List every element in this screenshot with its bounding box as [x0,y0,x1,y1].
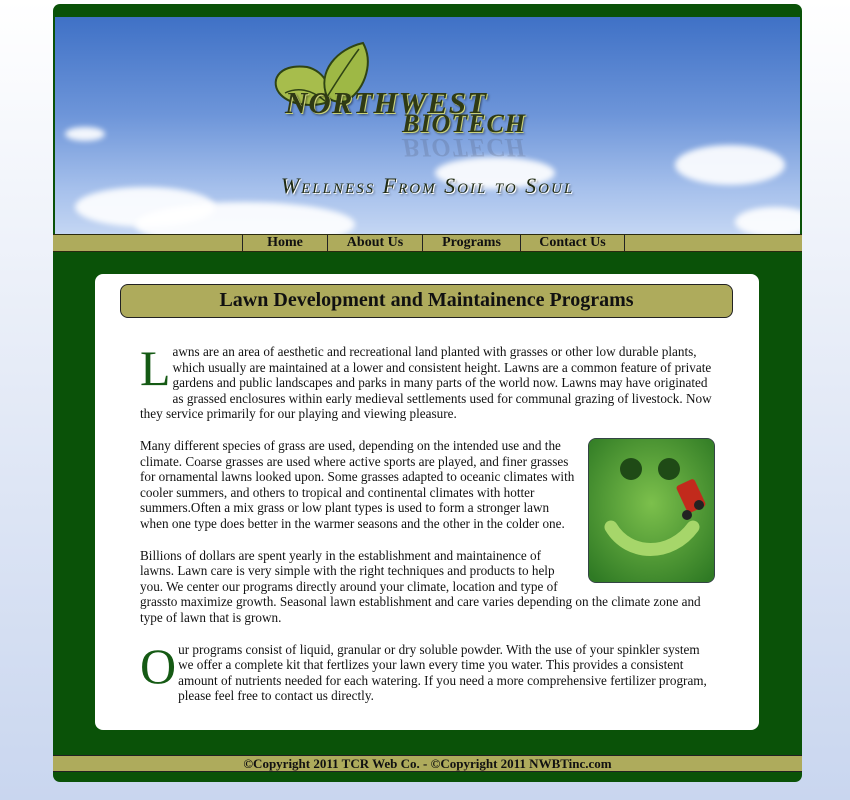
paragraph-lawn-care: Billions of dollars are spent yearly in the establishment and maintainence of lawns. Lawn care is very simple with the right techniques and products to help you. We center our programs directly around your climate, location and type of grassto maximize growth. Seasonal lawn establishment and care varies depending on the climate zone and type of lawn that is grown. [140,547,701,625]
lawn-mower-image-icon [589,439,714,582]
nav-programs[interactable]: Programs [422,235,520,251]
nav-bar [53,234,802,252]
lawn-smiley-photo [588,438,715,583]
footer-copyright: ©Copyright 2011 TCR Web Co. - ©Copyright 2011 NWBTinc.com [53,755,802,772]
nav-contact-us[interactable]: Contact Us [520,235,624,251]
cloud [735,207,800,234]
cloud [65,127,105,141]
paragraph-intro [140,340,715,422]
drop-cap: O [140,637,177,694]
drop-cap: L [140,340,171,396]
page-title: Lawn Development and Maintainence Programs [120,284,733,318]
header-banner [55,17,800,234]
logo-reflection: BIOTECH [402,133,527,162]
logo-northwest: NORTHWEST [285,85,487,120]
nav-about-us[interactable]: About Us [327,235,422,251]
paragraph-grass-species: Many different species of grass are used, depending on the intended use and the climate. Coarse grasses are used where active sports are played, and finer grasses for ornamental lawns looked upon. Some grasses adapted to oceanic climates with cooler summers, and others to tropical and continental climates with hotter summers.Often a mix grass or low plant types is used to form a stronger lawn when one type does better in the warmer seasons and the other in the colder one. [140,437,575,531]
tagline: Wellness From Soil to Soul [280,173,575,198]
nav-home[interactable]: Home [242,235,327,251]
page-frame [53,4,802,782]
logo-biotech: BIOTECH [402,109,527,138]
paragraph-programs [140,637,715,704]
nav-divider [624,235,625,251]
paragraph-text: ur programs consist of liquid, granular or dry soluble powder. With the use of your spinkler system we offer a complete kit that fertlizes your lawn every time you water. This provides a consistent amount of nutrients needed for each watering. If you need a more comprehensive fertilizer program, please feel free to contact us directly. [178,641,707,704]
article-body [140,340,715,720]
content-panel [95,274,759,730]
paragraph-text: awns are an area of aesthetic and recreational land planted with grasses or other low durable plants, which usually are maintained at a lower and consistent height. Lawns are a common feature of private gardens and public landscapes and parks in many parts of the world now. Lawns may have originated as grassed enclosures within early medieval settlements used for communal grazing of livestock. Now they service primarily for our playing and viewing pleasure. [140,344,712,422]
